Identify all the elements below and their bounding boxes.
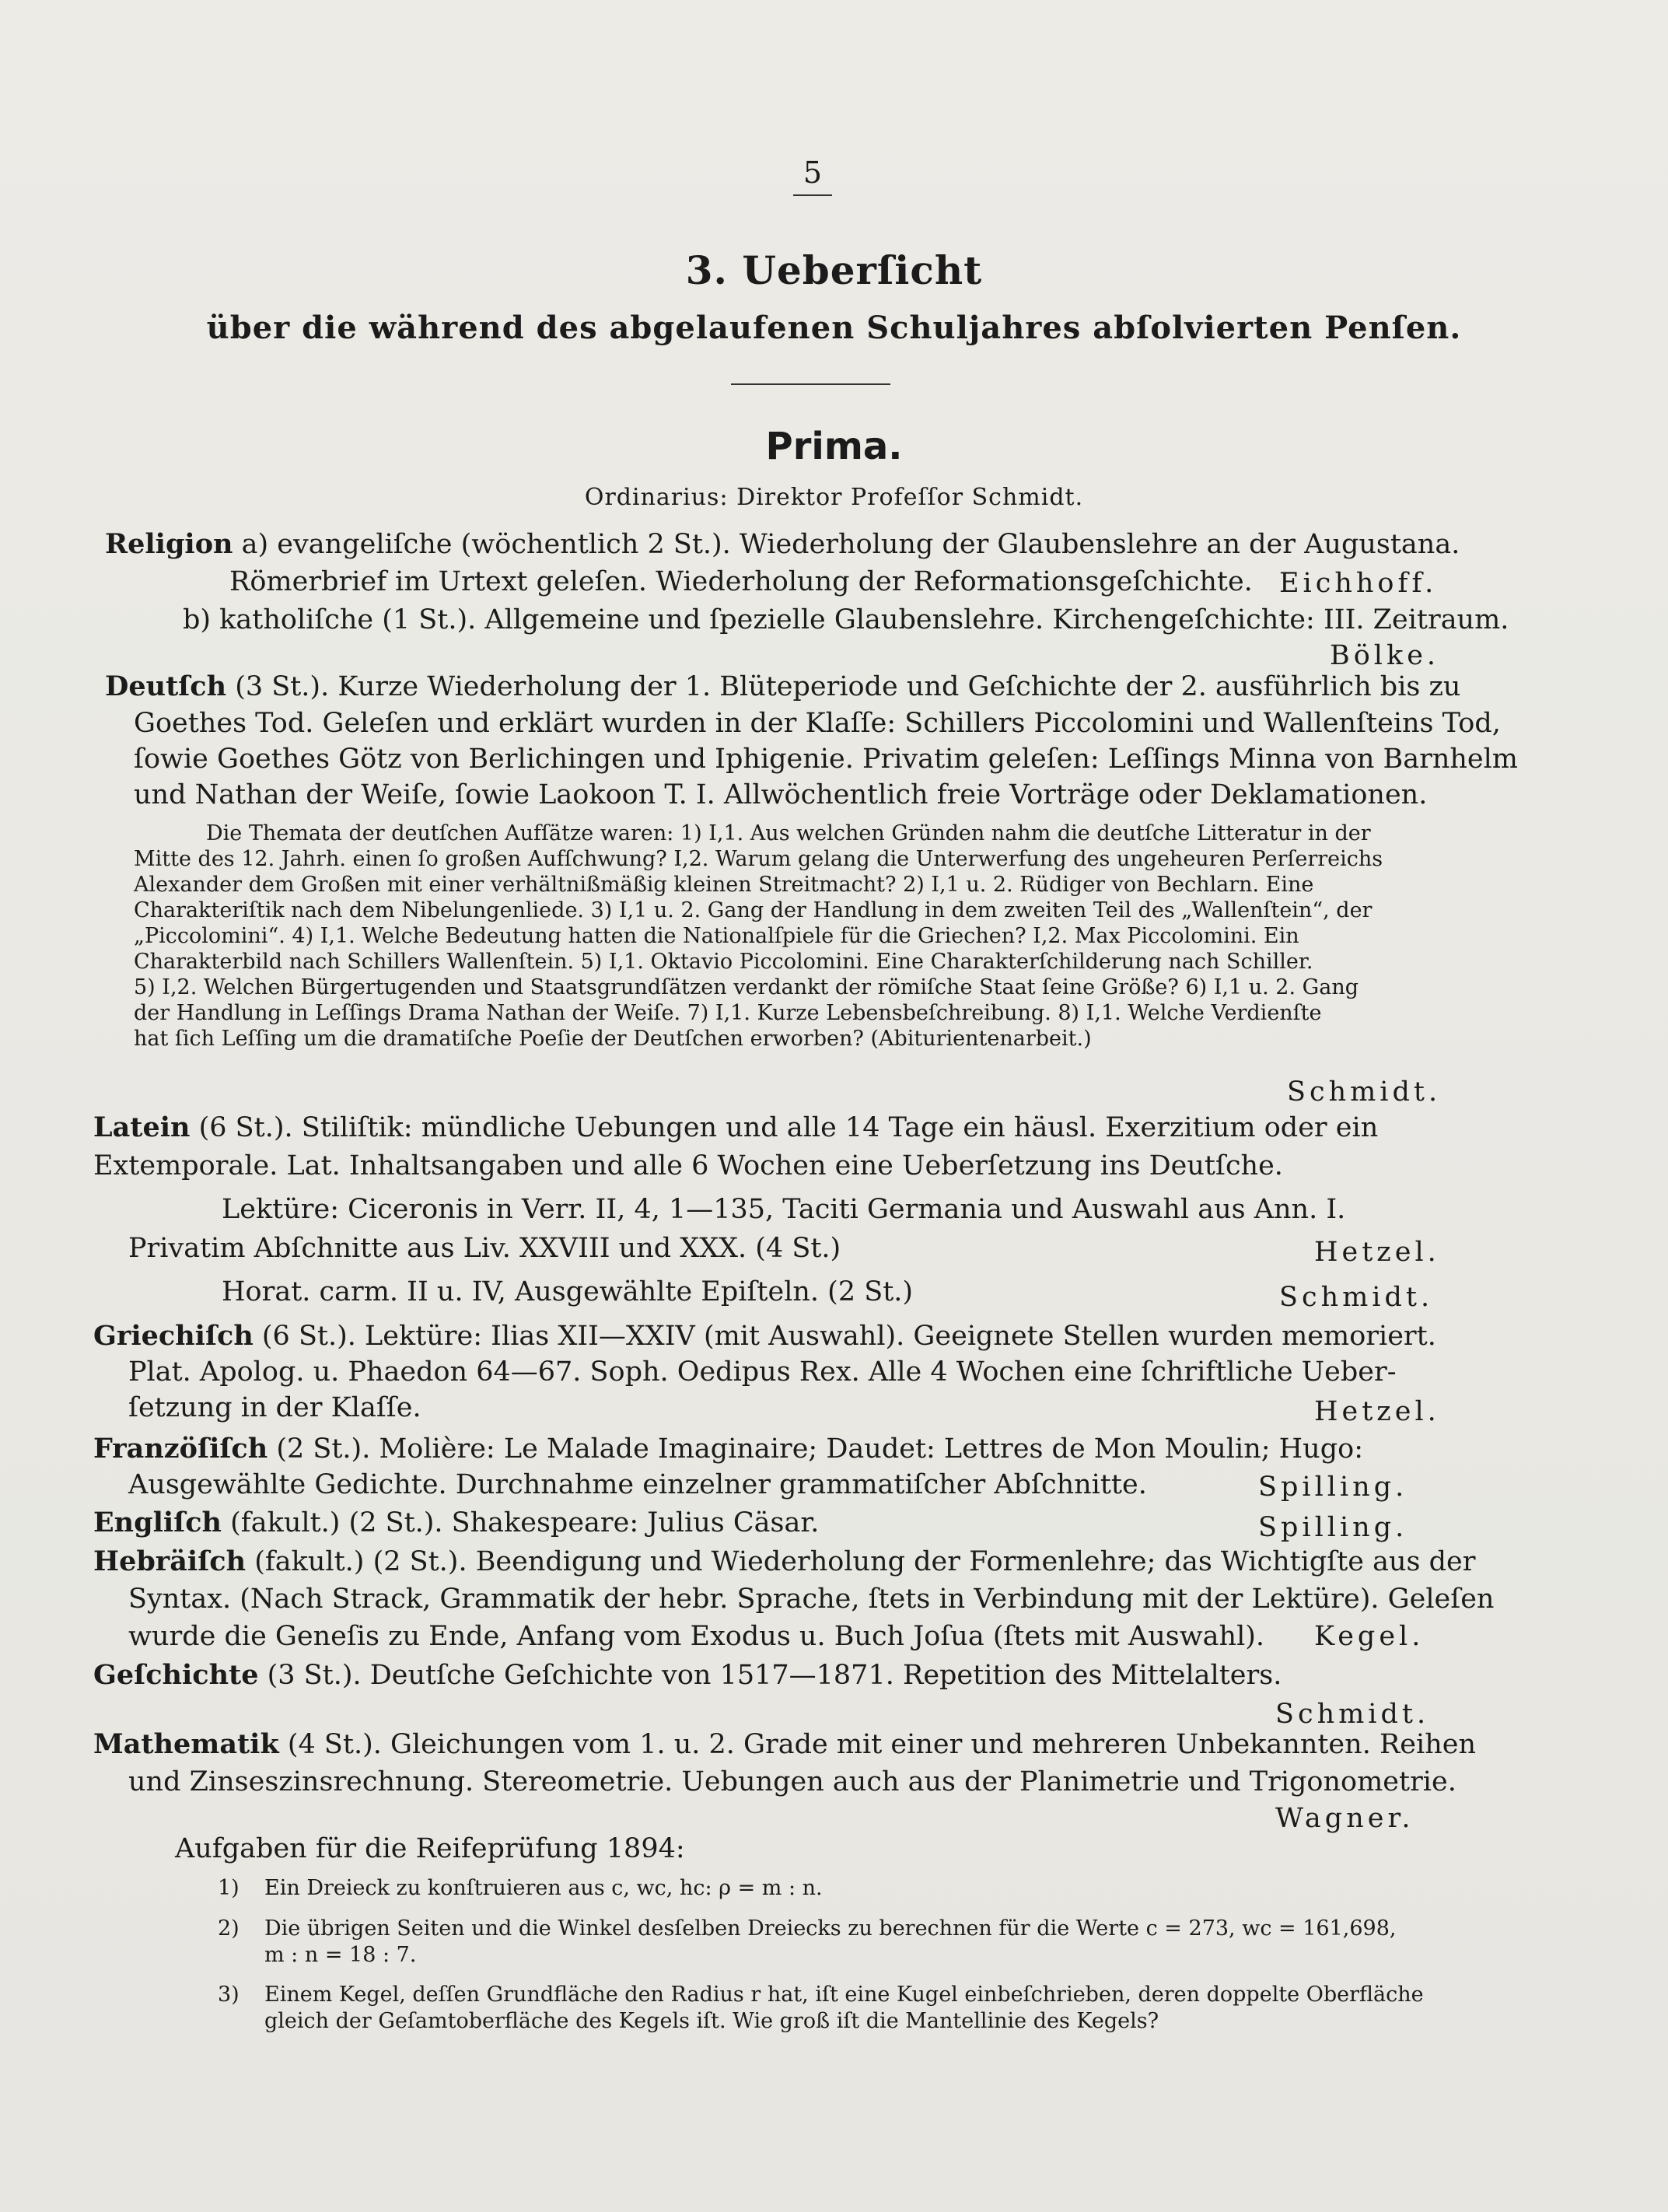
signature: Schmidt. bbox=[1275, 1699, 1430, 1730]
subheading: über die während des abgelaufenen Schuljahres abſolvierten Penſen. bbox=[206, 310, 1462, 346]
hebraeisch-line-3: wurde die Geneſis zu Ende, Anfang vom Exodus u. Buch Joſua (ſtets mit Auswahl). bbox=[128, 1621, 1265, 1652]
religion-line-3: b) katholiſche (1 St.). Allgemeine und ſpezielle Glaubenslehre. Kirchengeſchichte: III. Zeitraum. bbox=[183, 604, 1509, 635]
latein-line-4: Privatim Abſchnitte aus Liv. XXVIII und XXX. (4 St.) bbox=[128, 1233, 841, 1264]
signature: Bölke. bbox=[1330, 640, 1440, 671]
englisch-subject: Engliſch bbox=[93, 1507, 222, 1538]
themata-line: hat ſich Leſſing um die dramatiſche Poeſie der Deutſchen erworben? (Abiturientenarbeit.) bbox=[134, 1027, 1092, 1051]
hebraeisch-line-2: Syntax. (Nach Strack, Grammatik der hebr. Sprache, ſtets in Verbindung mit der Lektüre). Geleſen bbox=[128, 1584, 1495, 1615]
latein-line-5: Horat. carm. II u. IV, Ausgewählte Epiſteln. (2 St.) bbox=[222, 1276, 914, 1307]
signature: Eichhoff. bbox=[1279, 568, 1438, 599]
aufgabe-number: 2) bbox=[218, 1916, 240, 1941]
themata-line: Charakteriſtik nach dem Nibelungenliede. 3) I,1 u. 2. Gang der Handlung in dem zweiten Teil des „Wallenſtein“, der bbox=[134, 898, 1373, 922]
latein-subject: Latein bbox=[93, 1111, 191, 1143]
themata-line: Mitte des 12. Jahrh. einen ſo großen Aufſchwung? I,2. Warum gelang die Unterwerfung des ungeheuren Perſerreichs bbox=[134, 847, 1383, 871]
themata-line: Die Themata der deutſchen Aufſätze waren: 1) I,1. Aus welchen Gründen nahm die deutſche Litteratur in der bbox=[206, 821, 1371, 845]
signature: Schmidt. bbox=[1279, 1282, 1434, 1313]
signature: Schmidt. bbox=[1287, 1076, 1442, 1108]
mathematik-line-2: und Zinseszinsrechnung. Stereometrie. Uebungen auch aus der Planimetrie und Trigonometrie. bbox=[128, 1766, 1456, 1797]
griechisch-line-3: ſetzung in der Klaſſe. bbox=[128, 1392, 421, 1423]
griechisch-subject: Griechiſch bbox=[93, 1320, 254, 1352]
aufgabe-number: 1) bbox=[218, 1876, 240, 1900]
religion-subject: Religion bbox=[105, 528, 233, 560]
latein-line-3: Lektüre: Ciceronis in Verr. II, 4, 1—135, Taciti Germania und Auswahl aus Ann. I. bbox=[222, 1194, 1346, 1225]
aufgabe-2: Die übrigen Seiten und die Winkel desſelben Dreiecks zu berechnen für die Werte c = 273, wc = 161,698, bbox=[264, 1916, 1397, 1941]
franzoesisch-line-1: Franzöſiſch (2 St.). Molière: Le Malade Imaginaire; Daudet: Lettres de Mon Moulin; Hugo: bbox=[93, 1433, 1363, 1465]
themata-line: „Piccolomini“. 4) I,1. Welche Bedeutung hatten die Nationalſpiele für die Griechen? I,2. Max Piccolomini. Ein bbox=[134, 924, 1299, 948]
themata-line: 5) I,2. Welchen Bürgertugenden und Staatsgrundſätzen verdankt der römiſche Staat ſeine Größe? 6) I,1 u. 2. Gang bbox=[134, 975, 1359, 999]
deutsch-line-2: Goethes Tod. Geleſen und erklärt wurden in der Klaſſe: Schillers Piccolomini und Wallenſteins Tod, bbox=[134, 708, 1501, 739]
deutsch-line-4: und Nathan der Weiſe, ſowie Laokoon T. I. Allwöchentlich freie Vorträge oder Deklamationen. bbox=[134, 779, 1428, 810]
heading: 3. Ueberſicht bbox=[685, 247, 983, 293]
themata-line: Alexander dem Großen mit einer verhältnißmäßig kleinen Streitmacht? 2) I,1 u. 2. Rüdiger von Bechlarn. Eine bbox=[134, 873, 1314, 897]
signature: Spilling. bbox=[1258, 1472, 1408, 1503]
deutsch-subject: Deutſch bbox=[105, 670, 227, 702]
signature: Hetzel. bbox=[1314, 1237, 1440, 1268]
latein-line-1: Latein (6 St.). Stiliſtik: mündliche Uebungen und alle 14 Tage ein häusl. Exerzitium oder ein bbox=[93, 1111, 1379, 1143]
aufgabe-3-cont: gleich der Geſamtoberfläche des Kegels iſt. Wie groß iſt die Mantellinie des Kegels? bbox=[264, 2009, 1159, 2033]
class-title: Prima. bbox=[765, 425, 903, 468]
franzoesisch-subject: Franzöſiſch bbox=[93, 1433, 268, 1465]
latein-line-2: Extemporale. Lat. Inhaltsangaben und alle 6 Wochen eine Ueberſetzung ins Deutſche. bbox=[93, 1150, 1283, 1181]
mathematik-line-1: Mathematik (4 St.). Gleichungen vom 1. u. 2. Grade mit einer und mehreren Unbekannten. Reihen bbox=[93, 1728, 1476, 1760]
themata-line: Charakterbild nach Schillers Wallenſtein. 5) I,1. Oktavio Piccolomini. Eine Charakterſchilderung nach Schiller. bbox=[134, 950, 1313, 974]
aufgabe-1: Ein Dreieck zu konſtruieren aus c, wc, hc: ρ = m : n. bbox=[264, 1876, 823, 1900]
deutsch-line-1: Deutſch (3 St.). Kurze Wiederholung der 1. Blüteperiode und Geſchichte der 2. ausführlich bis zu bbox=[105, 670, 1461, 702]
signature: Kegel. bbox=[1314, 1621, 1425, 1652]
aufgaben-title: Aufgaben für die Reifeprüfung 1894: bbox=[175, 1833, 685, 1864]
hebraeisch-subject: Hebräiſch bbox=[93, 1545, 247, 1577]
englisch-line-1: Engliſch (fakult.) (2 St.). Shakespeare: Julius Cäsar. bbox=[93, 1507, 820, 1538]
franzoesisch-line-2: Ausgewählte Gedichte. Durchnahme einzelner grammatiſcher Abſchnitte. bbox=[128, 1469, 1147, 1500]
aufgabe-number: 3) bbox=[218, 1983, 240, 2007]
signature: Hetzel. bbox=[1314, 1396, 1440, 1427]
themata-line: der Handlung in Leſſings Drama Nathan der Weiſe. 7) I,1. Kurze Lebensbeſchreibung. 8) I,1. Welche Verdienſte bbox=[134, 1001, 1322, 1025]
hebraeisch-line-1: Hebräiſch (fakult.) (2 St.). Beendigung und Wiederholung der Formenlehre; das Wichtigſte aus der bbox=[93, 1545, 1476, 1577]
signature: Spilling. bbox=[1258, 1512, 1408, 1543]
divider bbox=[731, 383, 890, 385]
aufgabe-3: Einem Kegel, deſſen Grundfläche den Radius r hat, iſt eine Kugel einbeſchrieben, deren doppelte Oberfläche bbox=[264, 1983, 1424, 2007]
signature: Wagner. bbox=[1275, 1803, 1414, 1834]
deutsch-line-3: ſowie Goethes Götz von Berlichingen und Iphigenie. Privatim geleſen: Leſſings Minna von Barnhelm bbox=[134, 744, 1518, 775]
page-number: 5 bbox=[793, 156, 832, 196]
ordinarius: Ordinarius: Direktor Profeſſor Schmidt. bbox=[584, 484, 1084, 511]
geschichte-line-1: Geſchichte (3 St.). Deutſche Geſchichte von 1517—1871. Repetition des Mittelalters. bbox=[93, 1659, 1282, 1691]
griechisch-line-2: Plat. Apolog. u. Phaedon 64—67. Soph. Oedipus Rex. Alle 4 Wochen eine ſchriftliche Ueber- bbox=[128, 1356, 1397, 1388]
griechisch-line-1: Griechiſch (6 St.). Lektüre: Ilias XII—XXIV (mit Auswahl). Geeignete Stellen wurden memoriert. bbox=[93, 1320, 1436, 1352]
mathematik-subject: Mathematik bbox=[93, 1728, 279, 1760]
geschichte-subject: Geſchichte bbox=[93, 1659, 259, 1691]
religion-line-1: Religion a) evangeliſche (wöchentlich 2 St.). Wiederholung der Glaubenslehre an der Augustana. bbox=[105, 528, 1460, 560]
aufgabe-2-cont: m : n = 18 : 7. bbox=[264, 1943, 417, 1967]
religion-line-2: Römerbrief im Urtext geleſen. Wiederholung der Reformationsgeſchichte. bbox=[229, 566, 1253, 597]
